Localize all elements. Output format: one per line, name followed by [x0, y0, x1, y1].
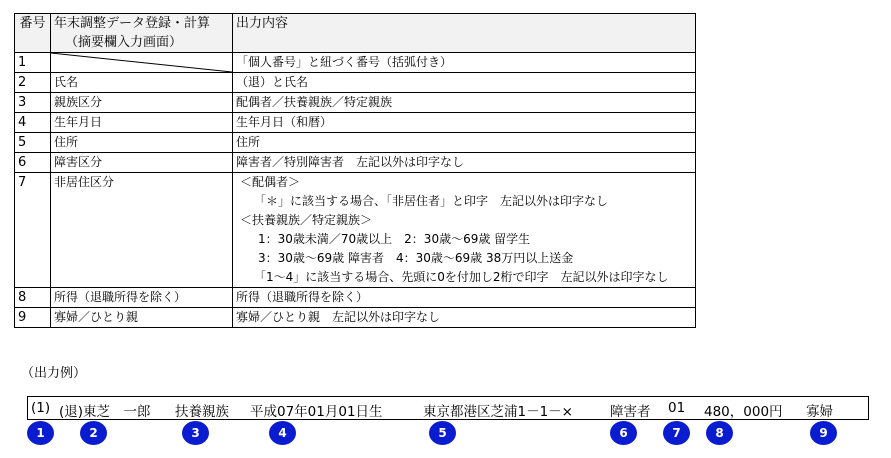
marker-4: 4: [269, 421, 296, 445]
table-row: [15, 53, 696, 73]
example-segment-widow: 寡婦: [806, 404, 833, 420]
header-item-line2: （摘要欄入力画面）: [65, 35, 183, 50]
example-segment-income: 480，000円: [704, 404, 783, 420]
marker-5: 5: [429, 421, 456, 445]
example-segment-disability: 障害者: [610, 404, 651, 420]
output-line: 1：30歳未満／70歳以上 2：30歳～69歳 留学生: [258, 232, 531, 246]
table-row: [15, 288, 696, 308]
marker-7: 7: [663, 421, 690, 445]
header-output: 出力内容: [233, 14, 696, 53]
output-example-box: [27, 396, 869, 420]
row-output: [233, 288, 696, 308]
row-number: 3: [15, 93, 51, 113]
row-number: 2: [15, 73, 51, 93]
example-segment-address: 東京都港区芝浦1－1－×: [423, 404, 573, 420]
row-number: 6: [15, 153, 51, 173]
output-line: 寡婦／ひとり親 左記以外は印字なし: [236, 310, 441, 324]
spec-table: [14, 13, 696, 328]
output-line: 障害者／特別障害者 左記以外は印字なし: [236, 155, 465, 169]
row-item: 所得（退職所得を除く）: [51, 288, 233, 308]
row-item: 寡婦／ひとり親: [51, 308, 233, 328]
header-number: 番号: [15, 14, 51, 53]
marker-8: 8: [706, 421, 733, 445]
row-output: [233, 113, 696, 133]
row-item: 生年月日: [51, 113, 233, 133]
row-number: 4: [15, 113, 51, 133]
table-row: [15, 113, 696, 133]
row-output: [233, 93, 696, 113]
marker-6: 6: [610, 421, 637, 445]
table-row: [15, 308, 696, 328]
row-item: 親族区分: [51, 93, 233, 113]
marker-9: 9: [810, 421, 837, 445]
output-line: 所得（退職所得を除く）: [236, 290, 369, 304]
row-output: [233, 308, 696, 328]
output-line: ＜配偶者＞: [240, 175, 301, 189]
output-line: 配偶者／扶養親族／特定親族: [236, 95, 393, 109]
header-item: [51, 14, 233, 53]
example-segment-name: (退)東芝 一郎: [59, 404, 151, 420]
row-number: 9: [15, 308, 51, 328]
row-item: 住所: [51, 133, 233, 153]
output-line: 3：30歳～69歳 障害者 4：30歳～69歳 38万円以上送金: [258, 251, 574, 265]
table-header-row: [15, 14, 696, 53]
row-output: [233, 153, 696, 173]
row-item: 氏名: [51, 73, 233, 93]
table-row: [15, 93, 696, 113]
table-row: [15, 153, 696, 173]
example-segment-relation: 扶養親族: [175, 404, 229, 420]
output-line: 住所: [236, 135, 261, 149]
row-number: 8: [15, 288, 51, 308]
row-item: 非居住区分: [51, 173, 233, 288]
row-output: [233, 73, 696, 93]
row-output: [233, 53, 696, 73]
row-number: 7: [15, 173, 51, 288]
table-row: [15, 73, 696, 93]
marker-3: 3: [182, 421, 209, 445]
row-item: 障害区分: [51, 153, 233, 173]
header-item-line1: 年末調整データ登録・計算: [54, 16, 211, 31]
output-line: 「1～4」に該当する場合、先頭に0を付加し2桁で印字 左記以外は印字なし: [254, 270, 669, 284]
output-line: ＜扶養親族／特定親族＞: [240, 213, 373, 227]
row-output: [233, 133, 696, 153]
example-caption: （出力例）: [21, 366, 87, 381]
table-row: [15, 173, 696, 288]
marker-1: 1: [27, 421, 54, 445]
diagonal-line: [51, 53, 232, 72]
output-line: 生年月日（和暦）: [236, 115, 333, 129]
example-segment-birthdate: 平成07年01月01日生: [250, 404, 383, 420]
example-segment-nonresident: 01: [668, 400, 686, 416]
example-segment-number: (1): [31, 400, 51, 416]
output-line: （退）と氏名: [236, 75, 309, 89]
row-number: 1: [15, 53, 51, 73]
output-line: 「個人番号」と紐づく番号（括弧付き）: [236, 55, 453, 69]
row-output: [233, 173, 696, 288]
output-line: 「＊」に該当する場合、「非居住者」と印字 左記以外は印字なし: [254, 194, 609, 208]
table-row: [15, 133, 696, 153]
row-item-blank: [51, 53, 233, 73]
marker-2: 2: [80, 421, 107, 445]
row-number: 5: [15, 133, 51, 153]
